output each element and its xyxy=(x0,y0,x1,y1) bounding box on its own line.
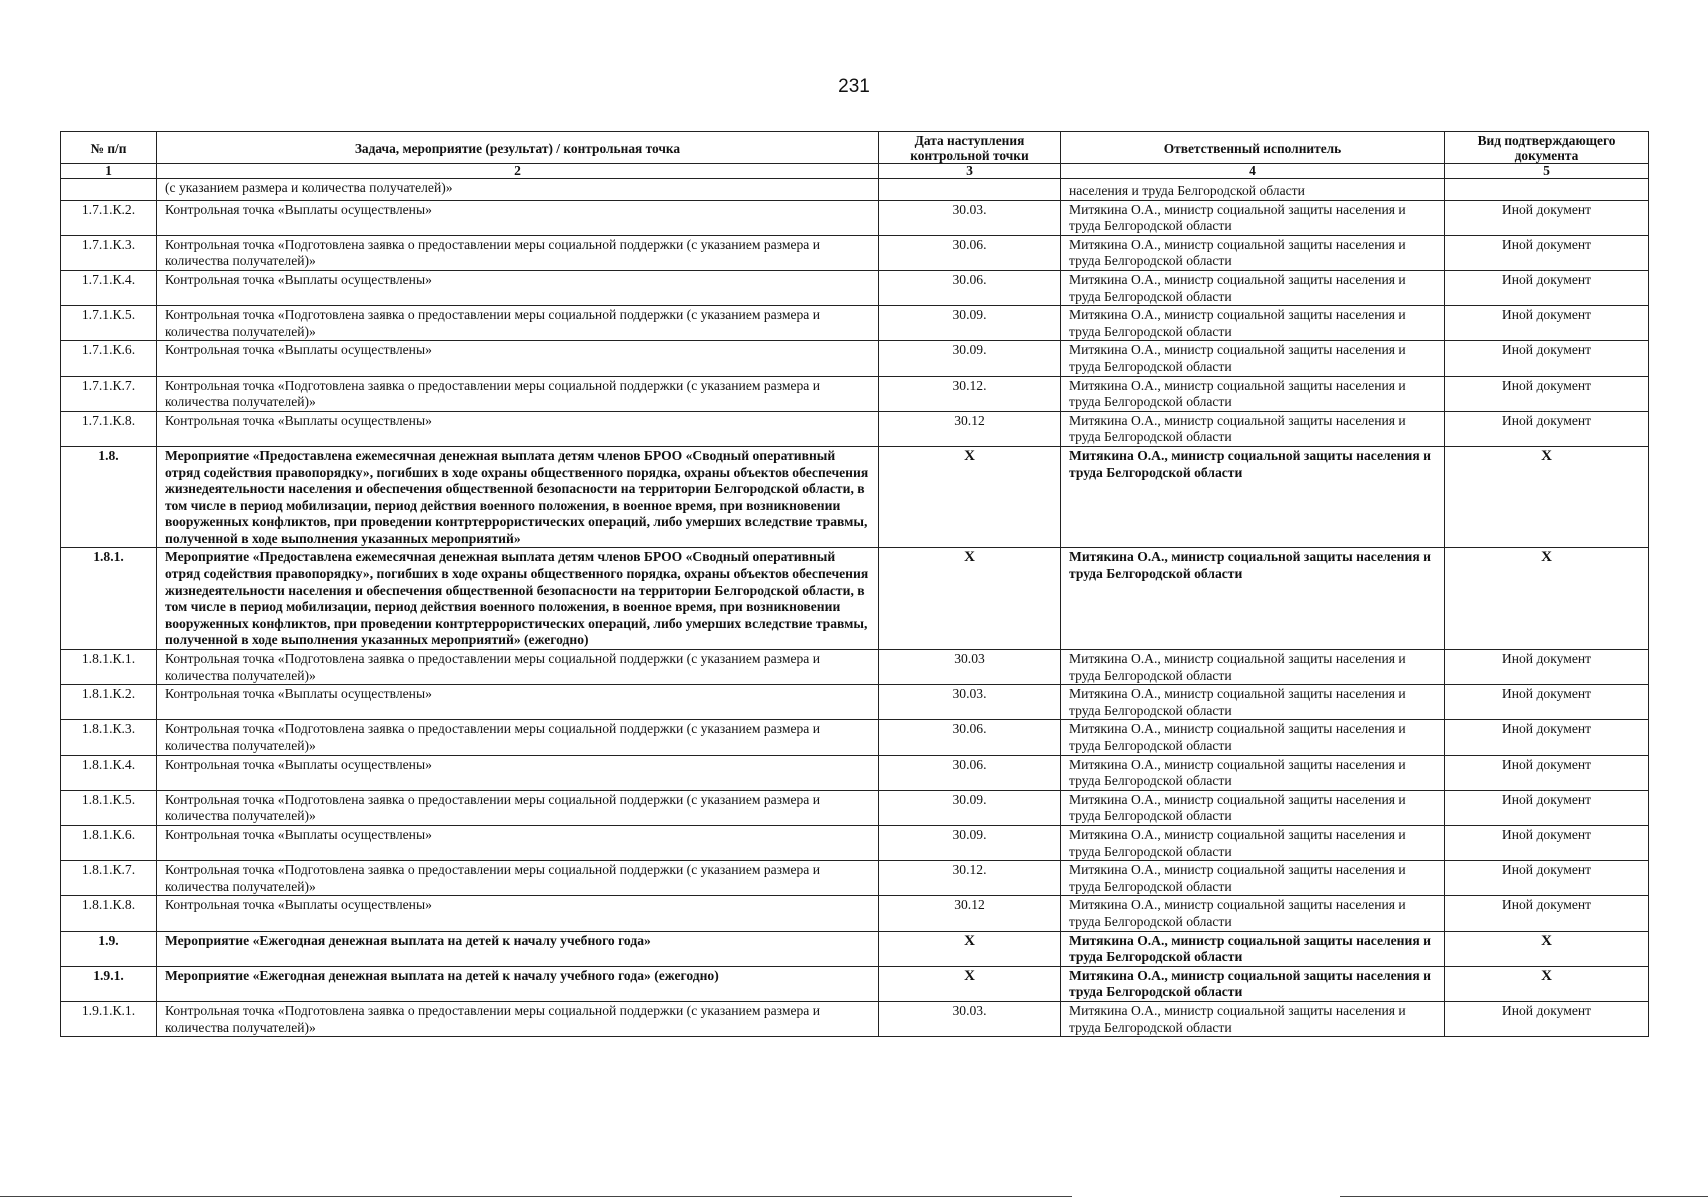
cell-responsible: Митякина О.А., министр социальной защиты населения и труда Белгородской области xyxy=(1061,755,1445,790)
cell-task: Контрольная точка «Выплаты осуществлены» xyxy=(157,685,879,720)
table-header xyxy=(61,132,1649,179)
cell-num: 1.8.1.К.8. xyxy=(61,896,157,931)
cell-date: 30.03. xyxy=(879,1001,1061,1036)
column-number: 5 xyxy=(1445,164,1649,179)
header-task: Задача, мероприятие (результат) / контрольная точка xyxy=(157,132,879,164)
cell-num xyxy=(61,179,157,201)
cell-responsible: Митякина О.А., министр социальной защиты населения и труда Белгородской области xyxy=(1061,650,1445,685)
cell-responsible: Митякина О.А., министр социальной защиты населения и труда Белгородской области xyxy=(1061,270,1445,305)
cell-task: Контрольная точка «Подготовлена заявка о предоставлении меры социальной поддержки (с указанием размера и количества получателей)» xyxy=(157,376,879,411)
cell-date: X xyxy=(879,446,1061,548)
cell-doc: X xyxy=(1445,548,1649,650)
cell-task: Контрольная точка «Подготовлена заявка о предоставлении меры социальной поддержки (с указанием размера и количества получателей)» xyxy=(157,861,879,896)
cell-responsible: Митякина О.А., министр социальной защиты населения и труда Белгородской области xyxy=(1061,966,1445,1001)
cell-responsible: Митякина О.А., министр социальной защиты населения и труда Белгородской области xyxy=(1061,376,1445,411)
cell-num: 1.7.1.К.6. xyxy=(61,341,157,376)
cell-num: 1.7.1.К.5. xyxy=(61,306,157,341)
cell-date: 30.12. xyxy=(879,861,1061,896)
cell-task: Контрольная точка «Подготовлена заявка о предоставлении меры социальной поддержки (с указанием размера и количества получателей)» xyxy=(157,235,879,270)
cell-task: Контрольная точка «Выплаты осуществлены» xyxy=(157,341,879,376)
cell-task: Контрольная точка «Выплаты осуществлены» xyxy=(157,825,879,860)
cell-doc: X xyxy=(1445,931,1649,966)
cell-doc: Иной документ xyxy=(1445,411,1649,446)
cell-num: 1.8.1.К.7. xyxy=(61,861,157,896)
cell-num: 1.9. xyxy=(61,931,157,966)
table-row xyxy=(61,861,1649,896)
cell-responsible: Митякина О.А., министр социальной защиты населения и труда Белгородской области xyxy=(1061,200,1445,235)
table-row xyxy=(61,896,1649,931)
cell-task: Контрольная точка «Подготовлена заявка о предоставлении меры социальной поддержки (с указанием размера и количества получателей)» xyxy=(157,1001,879,1036)
cell-doc: Иной документ xyxy=(1445,650,1649,685)
cell-doc: Иной документ xyxy=(1445,341,1649,376)
table-row xyxy=(61,341,1649,376)
cell-date: 30.03 xyxy=(879,650,1061,685)
cell-responsible: Митякина О.А., министр социальной защиты населения и труда Белгородской области xyxy=(1061,306,1445,341)
cell-responsible: Митякина О.А., министр социальной защиты населения и труда Белгородской области xyxy=(1061,861,1445,896)
footer-rule xyxy=(1340,1196,1708,1197)
event-row-1-9 xyxy=(61,931,1649,966)
cell-responsible: Митякина О.А., министр социальной защиты населения и труда Белгородской области xyxy=(1061,341,1445,376)
cell-responsible: Митякина О.А., министр социальной защиты населения и труда Белгородской области xyxy=(1061,931,1445,966)
cell-date xyxy=(879,179,1061,201)
cell-responsible: Митякина О.А., министр социальной защиты населения и труда Белгородской области xyxy=(1061,685,1445,720)
table-row xyxy=(61,306,1649,341)
cell-doc: Иной документ xyxy=(1445,235,1649,270)
page-number: 231 xyxy=(838,76,870,97)
cell-date: 30.06. xyxy=(879,755,1061,790)
cell-responsible: Митякина О.А., министр социальной защиты населения и труда Белгородской области xyxy=(1061,411,1445,446)
cell-doc: Иной документ xyxy=(1445,825,1649,860)
table-row xyxy=(61,755,1649,790)
cell-task: Контрольная точка «Подготовлена заявка о предоставлении меры социальной поддержки (с указанием размера и количества получателей)» xyxy=(157,790,879,825)
cell-date: 30.09. xyxy=(879,790,1061,825)
cell-responsible: Митякина О.А., министр социальной защиты населения и труда Белгородской области xyxy=(1061,825,1445,860)
table-row xyxy=(61,411,1649,446)
cell-task: Мероприятие «Предоставлена ежемесячная денежная выплата детям членов БРОО «Сводный оперативный отряд содействия правопорядку», погибших в ходе охраны общественного порядка, охраны объектов обеспечения жизнедеятельности населения и обеспечения общественной безопасности на территории Белгородской области, в том числе в период мобилизации, период действия военного положения, в военное время, при возникновении вооруженных конфликтов, при проведении контртеррористических операций, либо умерших вследствие травмы, полученной в ходе выполнения указанных мероприятий» xyxy=(157,446,879,548)
footer-rule xyxy=(0,1196,1072,1197)
cell-date: 30.06. xyxy=(879,720,1061,755)
section-1-8-1-rows xyxy=(61,650,1649,932)
cell-date: 30.12 xyxy=(879,411,1061,446)
table-row xyxy=(61,270,1649,305)
cell-task: Контрольная точка «Подготовлена заявка о предоставлении меры социальной поддержки (с указанием размера и количества получателей)» xyxy=(157,650,879,685)
cell-num: 1.8.1.К.1. xyxy=(61,650,157,685)
cell-num: 1.7.1.К.7. xyxy=(61,376,157,411)
column-number: 1 xyxy=(61,164,157,179)
cell-task: Контрольная точка «Выплаты осуществлены» xyxy=(157,200,879,235)
cell-doc xyxy=(1445,179,1649,201)
header-date: Дата наступления контрольной точки xyxy=(879,132,1061,164)
column-number: 2 xyxy=(157,164,879,179)
cell-task: Мероприятие «Ежегодная денежная выплата на детей к началу учебного года» (ежегодно) xyxy=(157,966,879,1001)
plan-table xyxy=(60,131,1649,1037)
event-row-1-8-1 xyxy=(61,548,1649,650)
cell-task: Контрольная точка «Выплаты осуществлены» xyxy=(157,270,879,305)
cell-task: Контрольная точка «Выплаты осуществлены» xyxy=(157,411,879,446)
cell-date: X xyxy=(879,931,1061,966)
section-1-7-1-rows xyxy=(61,200,1649,446)
cell-task: Контрольная точка «Подготовлена заявка о предоставлении меры социальной поддержки (с указанием размера и количества получателей)» xyxy=(157,720,879,755)
cell-num: 1.8.1.К.5. xyxy=(61,790,157,825)
table-row xyxy=(61,720,1649,755)
section-1-9-1-rows xyxy=(61,1001,1649,1036)
cell-doc: Иной документ xyxy=(1445,1001,1649,1036)
cell-date: 30.09. xyxy=(879,306,1061,341)
table-row xyxy=(61,685,1649,720)
cell-num: 1.7.1.К.4. xyxy=(61,270,157,305)
cell-responsible: Митякина О.А., министр социальной защиты населения и труда Белгородской области xyxy=(1061,720,1445,755)
cell-date: 30.09. xyxy=(879,341,1061,376)
cell-num: 1.9.1.К.1. xyxy=(61,1001,157,1036)
cell-doc: Иной документ xyxy=(1445,685,1649,720)
column-numbers-row xyxy=(61,164,1649,179)
cell-responsible: Митякина О.А., министр социальной защиты населения и труда Белгородской области xyxy=(1061,790,1445,825)
cell-num: 1.8.1. xyxy=(61,548,157,650)
cell-responsible: населения и труда Белгородской области xyxy=(1061,179,1445,201)
cell-doc: Иной документ xyxy=(1445,861,1649,896)
cell-date: 30.06. xyxy=(879,235,1061,270)
column-number: 3 xyxy=(879,164,1061,179)
column-number: 4 xyxy=(1061,164,1445,179)
cell-date: 30.09. xyxy=(879,825,1061,860)
cell-date: 30.03. xyxy=(879,200,1061,235)
header-doc: Вид подтверждающего документа xyxy=(1445,132,1649,164)
event-row-1-9-1 xyxy=(61,966,1649,1001)
cell-doc: Иной документ xyxy=(1445,790,1649,825)
cell-task: Контрольная точка «Выплаты осуществлены» xyxy=(157,755,879,790)
event-row-1-8 xyxy=(61,446,1649,548)
cell-num: 1.8.1.К.6. xyxy=(61,825,157,860)
continuation-row xyxy=(61,179,1649,201)
cell-doc: Иной документ xyxy=(1445,306,1649,341)
cell-num: 1.7.1.К.3. xyxy=(61,235,157,270)
cell-num: 1.8.1.К.3. xyxy=(61,720,157,755)
table-row xyxy=(61,235,1649,270)
header-responsible: Ответственный исполнитель xyxy=(1061,132,1445,164)
cell-doc: X xyxy=(1445,446,1649,548)
cell-date: X xyxy=(879,548,1061,650)
cell-responsible: Митякина О.А., министр социальной защиты населения и труда Белгородской области xyxy=(1061,235,1445,270)
cell-date: X xyxy=(879,966,1061,1001)
cell-doc: Иной документ xyxy=(1445,200,1649,235)
cell-doc: Иной документ xyxy=(1445,720,1649,755)
cell-doc: Иной документ xyxy=(1445,270,1649,305)
cell-doc: Иной документ xyxy=(1445,376,1649,411)
cell-num: 1.8. xyxy=(61,446,157,548)
table-row xyxy=(61,825,1649,860)
cell-doc: Иной документ xyxy=(1445,755,1649,790)
table-row xyxy=(61,200,1649,235)
cell-responsible: Митякина О.А., министр социальной защиты населения и труда Белгородской области xyxy=(1061,1001,1445,1036)
cell-date: 30.12 xyxy=(879,896,1061,931)
cell-task: Контрольная точка «Выплаты осуществлены» xyxy=(157,896,879,931)
cell-num: 1.7.1.К.2. xyxy=(61,200,157,235)
table-row xyxy=(61,1001,1649,1036)
cell-responsible: Митякина О.А., министр социальной защиты населения и труда Белгородской области xyxy=(1061,896,1445,931)
cell-responsible: Митякина О.А., министр социальной защиты населения и труда Белгородской области xyxy=(1061,548,1445,650)
table-row xyxy=(61,376,1649,411)
cell-doc: Иной документ xyxy=(1445,896,1649,931)
table-row xyxy=(61,650,1649,685)
cell-num: 1.7.1.К.8. xyxy=(61,411,157,446)
cell-num: 1.8.1.К.4. xyxy=(61,755,157,790)
cell-date: 30.12. xyxy=(879,376,1061,411)
cell-date: 30.03. xyxy=(879,685,1061,720)
cell-task: Контрольная точка «Подготовлена заявка о предоставлении меры социальной поддержки (с указанием размера и количества получателей)» xyxy=(157,306,879,341)
table-row xyxy=(61,790,1649,825)
cell-task: (с указанием размера и количества получателей)» xyxy=(157,179,879,201)
cell-doc: X xyxy=(1445,966,1649,1001)
header-num: № п/п xyxy=(61,132,157,164)
cell-task: Мероприятие «Предоставлена ежемесячная денежная выплата детям членов БРОО «Сводный оперативный отряд содействия правопорядку», погибших в ходе охраны общественного порядка, охраны объектов обеспечения жизнедеятельности населения и обеспечения общественной безопасности на территории Белгородской области, в том числе в период мобилизации, период действия военного положения, в военное время, при возникновении вооруженных конфликтов, при проведении контртеррористических операций, либо умерших вследствие травмы, полученной в ходе выполнения указанных мероприятий» (ежегодно) xyxy=(157,548,879,650)
cell-task: Мероприятие «Ежегодная денежная выплата на детей к началу учебного года» xyxy=(157,931,879,966)
cell-num: 1.9.1. xyxy=(61,966,157,1001)
cell-num: 1.8.1.К.2. xyxy=(61,685,157,720)
cell-date: 30.06. xyxy=(879,270,1061,305)
cell-responsible: Митякина О.А., министр социальной защиты населения и труда Белгородской области xyxy=(1061,446,1445,548)
